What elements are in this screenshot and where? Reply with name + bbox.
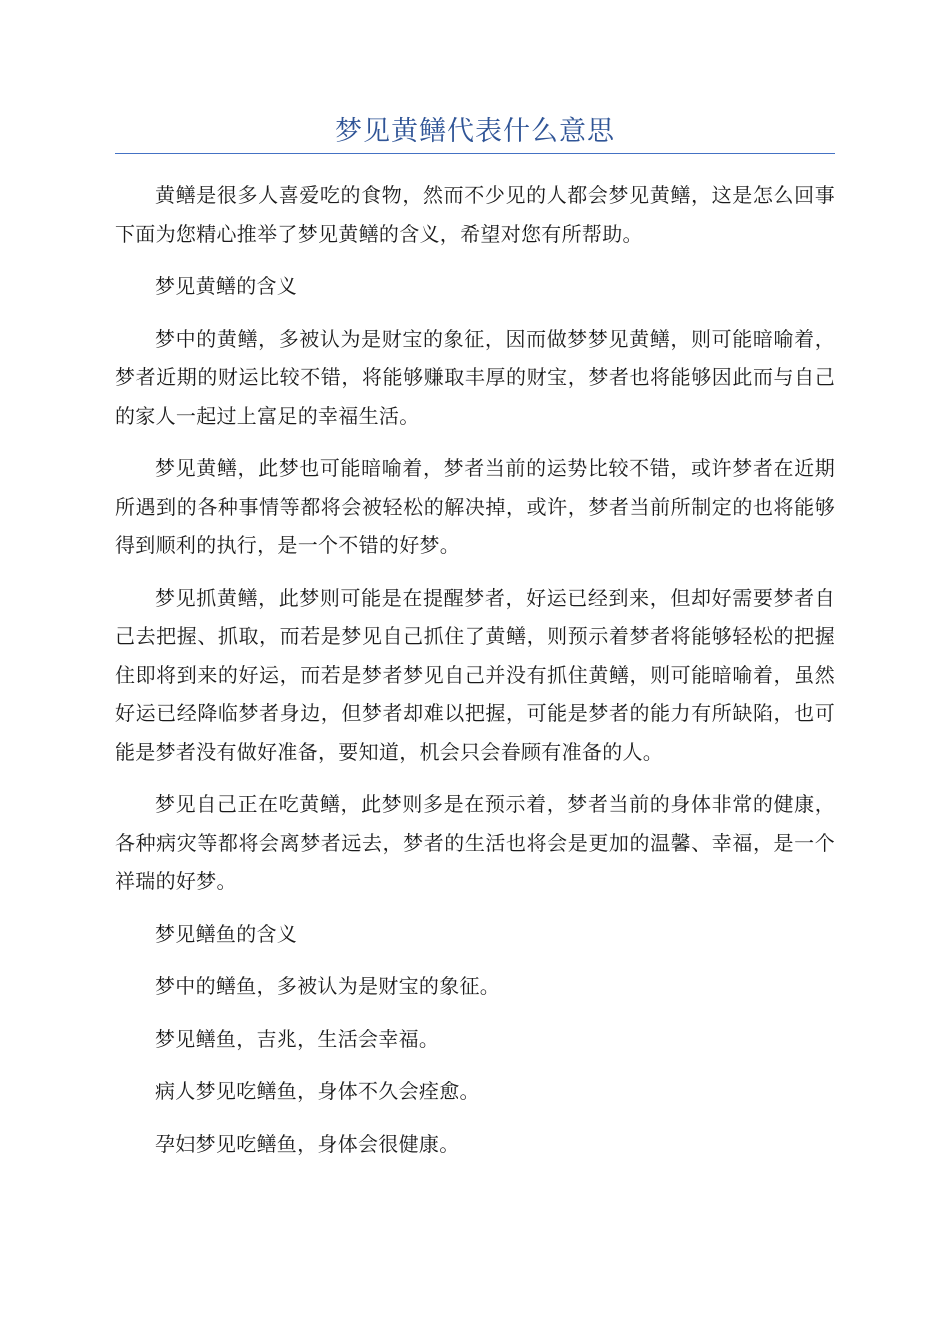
paragraph: 梦见自己正在吃黄鳝，此梦则多是在预示着，梦者当前的身体非常的健康，各种病灾等都将会离梦者远去，梦者的生活也将会是更加的温馨、幸福，是一个祥瑞的好梦。 [115,792,835,893]
paragraph: 梦见抓黄鳝，此梦则可能是在提醒梦者，好运已经到来，但却好需要梦者自己去把握、抓取，而若是梦见自己抓住了黄鳝，则预示着梦者将能够轻松的把握住即将到来的好运，而若是梦者梦见自己并没有抓住黄鳝，则可能暗喻着，虽然好运已经降临梦者身边，但梦者却难以把握，可能是梦者的能力有所缺陷，也可能是梦者没有做好准备，要知道，机会只会眷顾有准备的人。 [115,585,835,764]
document-title: 梦见黄鳝代表什么意思 [335,116,615,147]
paragraph: 梦中的鳝鱼，多被认为是财宝的象征。 [155,974,501,998]
section-heading-huangshan: 梦见黄鳝的含义 [155,274,298,298]
section-heading-shanyu: 梦见鳝鱼的含义 [155,921,298,946]
paragraph-intro: 黄鳝是很多人喜爱吃的食物，然而不少见的人都会梦见黄鳝，这是怎么回事下面为您精心推举了梦见黄鳝的含义，希望对您有所帮助。 [115,183,835,246]
paragraph: 孕妇梦见吃鳝鱼，身体会很健康。 [155,1131,460,1156]
paragraph: 梦见鳝鱼，吉兆，生活会幸福。 [155,1026,440,1051]
paragraph: 病人梦见吃鳝鱼，身体不久会痊愈。 [155,1079,480,1103]
document-body [115,176,835,1177]
paragraph: 梦中的黄鳝，多被认为是财宝的象征，因而做梦梦见黄鳝，则可能暗喻着，梦者近期的财运比较不错，将能够赚取丰厚的财宝，梦者也将能够因此而与自己的家人一起过上富足的幸福生活。 [115,326,835,428]
title-underline [115,153,835,154]
paragraph: 梦见黄鳝，此梦也可能暗喻着，梦者当前的运势比较不错，或许梦者在近期所遇到的各种事情等都将会被轻松的解决掉，或许，梦者当前所制定的也将能够得到顺利的执行，是一个不错的好梦。 [115,456,835,557]
